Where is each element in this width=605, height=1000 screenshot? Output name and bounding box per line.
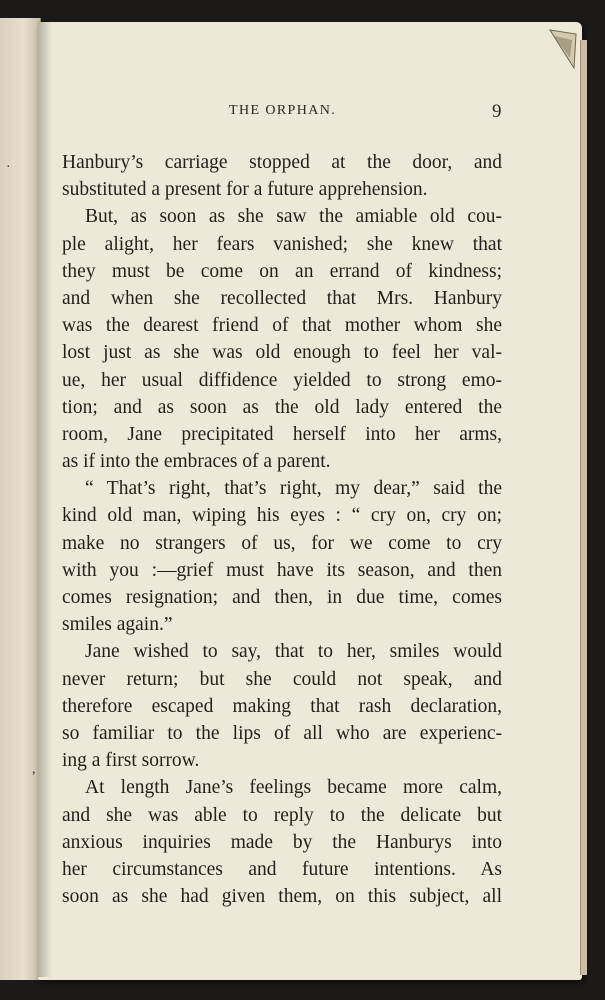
text-line: with you :—grief must have its season, and then (62, 559, 502, 581)
text-line: make no strangers of us, for we come to cry (62, 532, 502, 554)
margin-speck: · (6, 160, 11, 175)
text-line: But, as soon as she saw the amiable old cou- (85, 206, 502, 228)
text-line: ing a first sorrow. (62, 750, 200, 772)
text-line: kind old man, wiping his eyes : “ cry on, cry on; (62, 505, 502, 527)
text-line: soon as she had given them, on this subject, all (62, 886, 502, 908)
page-number: 9 (492, 101, 502, 122)
text-line: never return; but she could not speak, and (62, 668, 502, 690)
text-line: so familiar to the lips of all who are experienc- (62, 722, 502, 744)
text-line: ple alight, her fears vanished; she knew that (62, 233, 502, 255)
text-line: tion; and as soon as the old lady entered the (62, 396, 502, 418)
text-line: smiles again.” (62, 614, 173, 636)
margin-speck: , (32, 762, 36, 777)
text-line: Hanbury’s carriage stopped at the door, and (62, 152, 502, 173)
text-line: anxious inquiries made by the Hanburys into (62, 831, 502, 853)
text-line: room, Jane precipitated herself into her arms, (62, 423, 502, 445)
text-line: ue, her usual diffidence yielded to strong emo- (62, 369, 502, 391)
text-line: At length Jane’s feelings became more calm, (85, 777, 502, 799)
text-line: and when she recollected that Mrs. Hanbury (62, 287, 502, 309)
page-fore-edge (580, 40, 587, 975)
text-line: Jane wished to say, that to her, smiles would (85, 641, 502, 663)
text-line: her circumstances and future intentions. As (62, 858, 502, 880)
text-line: “ That’s right, that’s right, my dear,” said the (85, 478, 502, 500)
text-line: comes resignation; and then, in due time, comes (62, 587, 502, 608)
folded-corner-icon (548, 28, 578, 70)
text-line: substituted a present for a future apprehension. (62, 179, 428, 201)
text-line: as if into the embraces of a parent. (62, 451, 331, 473)
gutter-shadow (38, 22, 52, 977)
text-line: and she was able to reply to the delicate but (62, 804, 502, 826)
running-head: THE ORPHAN. (229, 103, 337, 118)
text-line: was the dearest friend of that mother whom she (62, 315, 502, 337)
text-line: they must be come on an errand of kindness; (62, 260, 502, 282)
body-text (62, 149, 502, 910)
text-line: therefore escaped making that rash declaration, (62, 695, 502, 717)
text-line: lost just as she was old enough to feel her val- (62, 342, 502, 364)
